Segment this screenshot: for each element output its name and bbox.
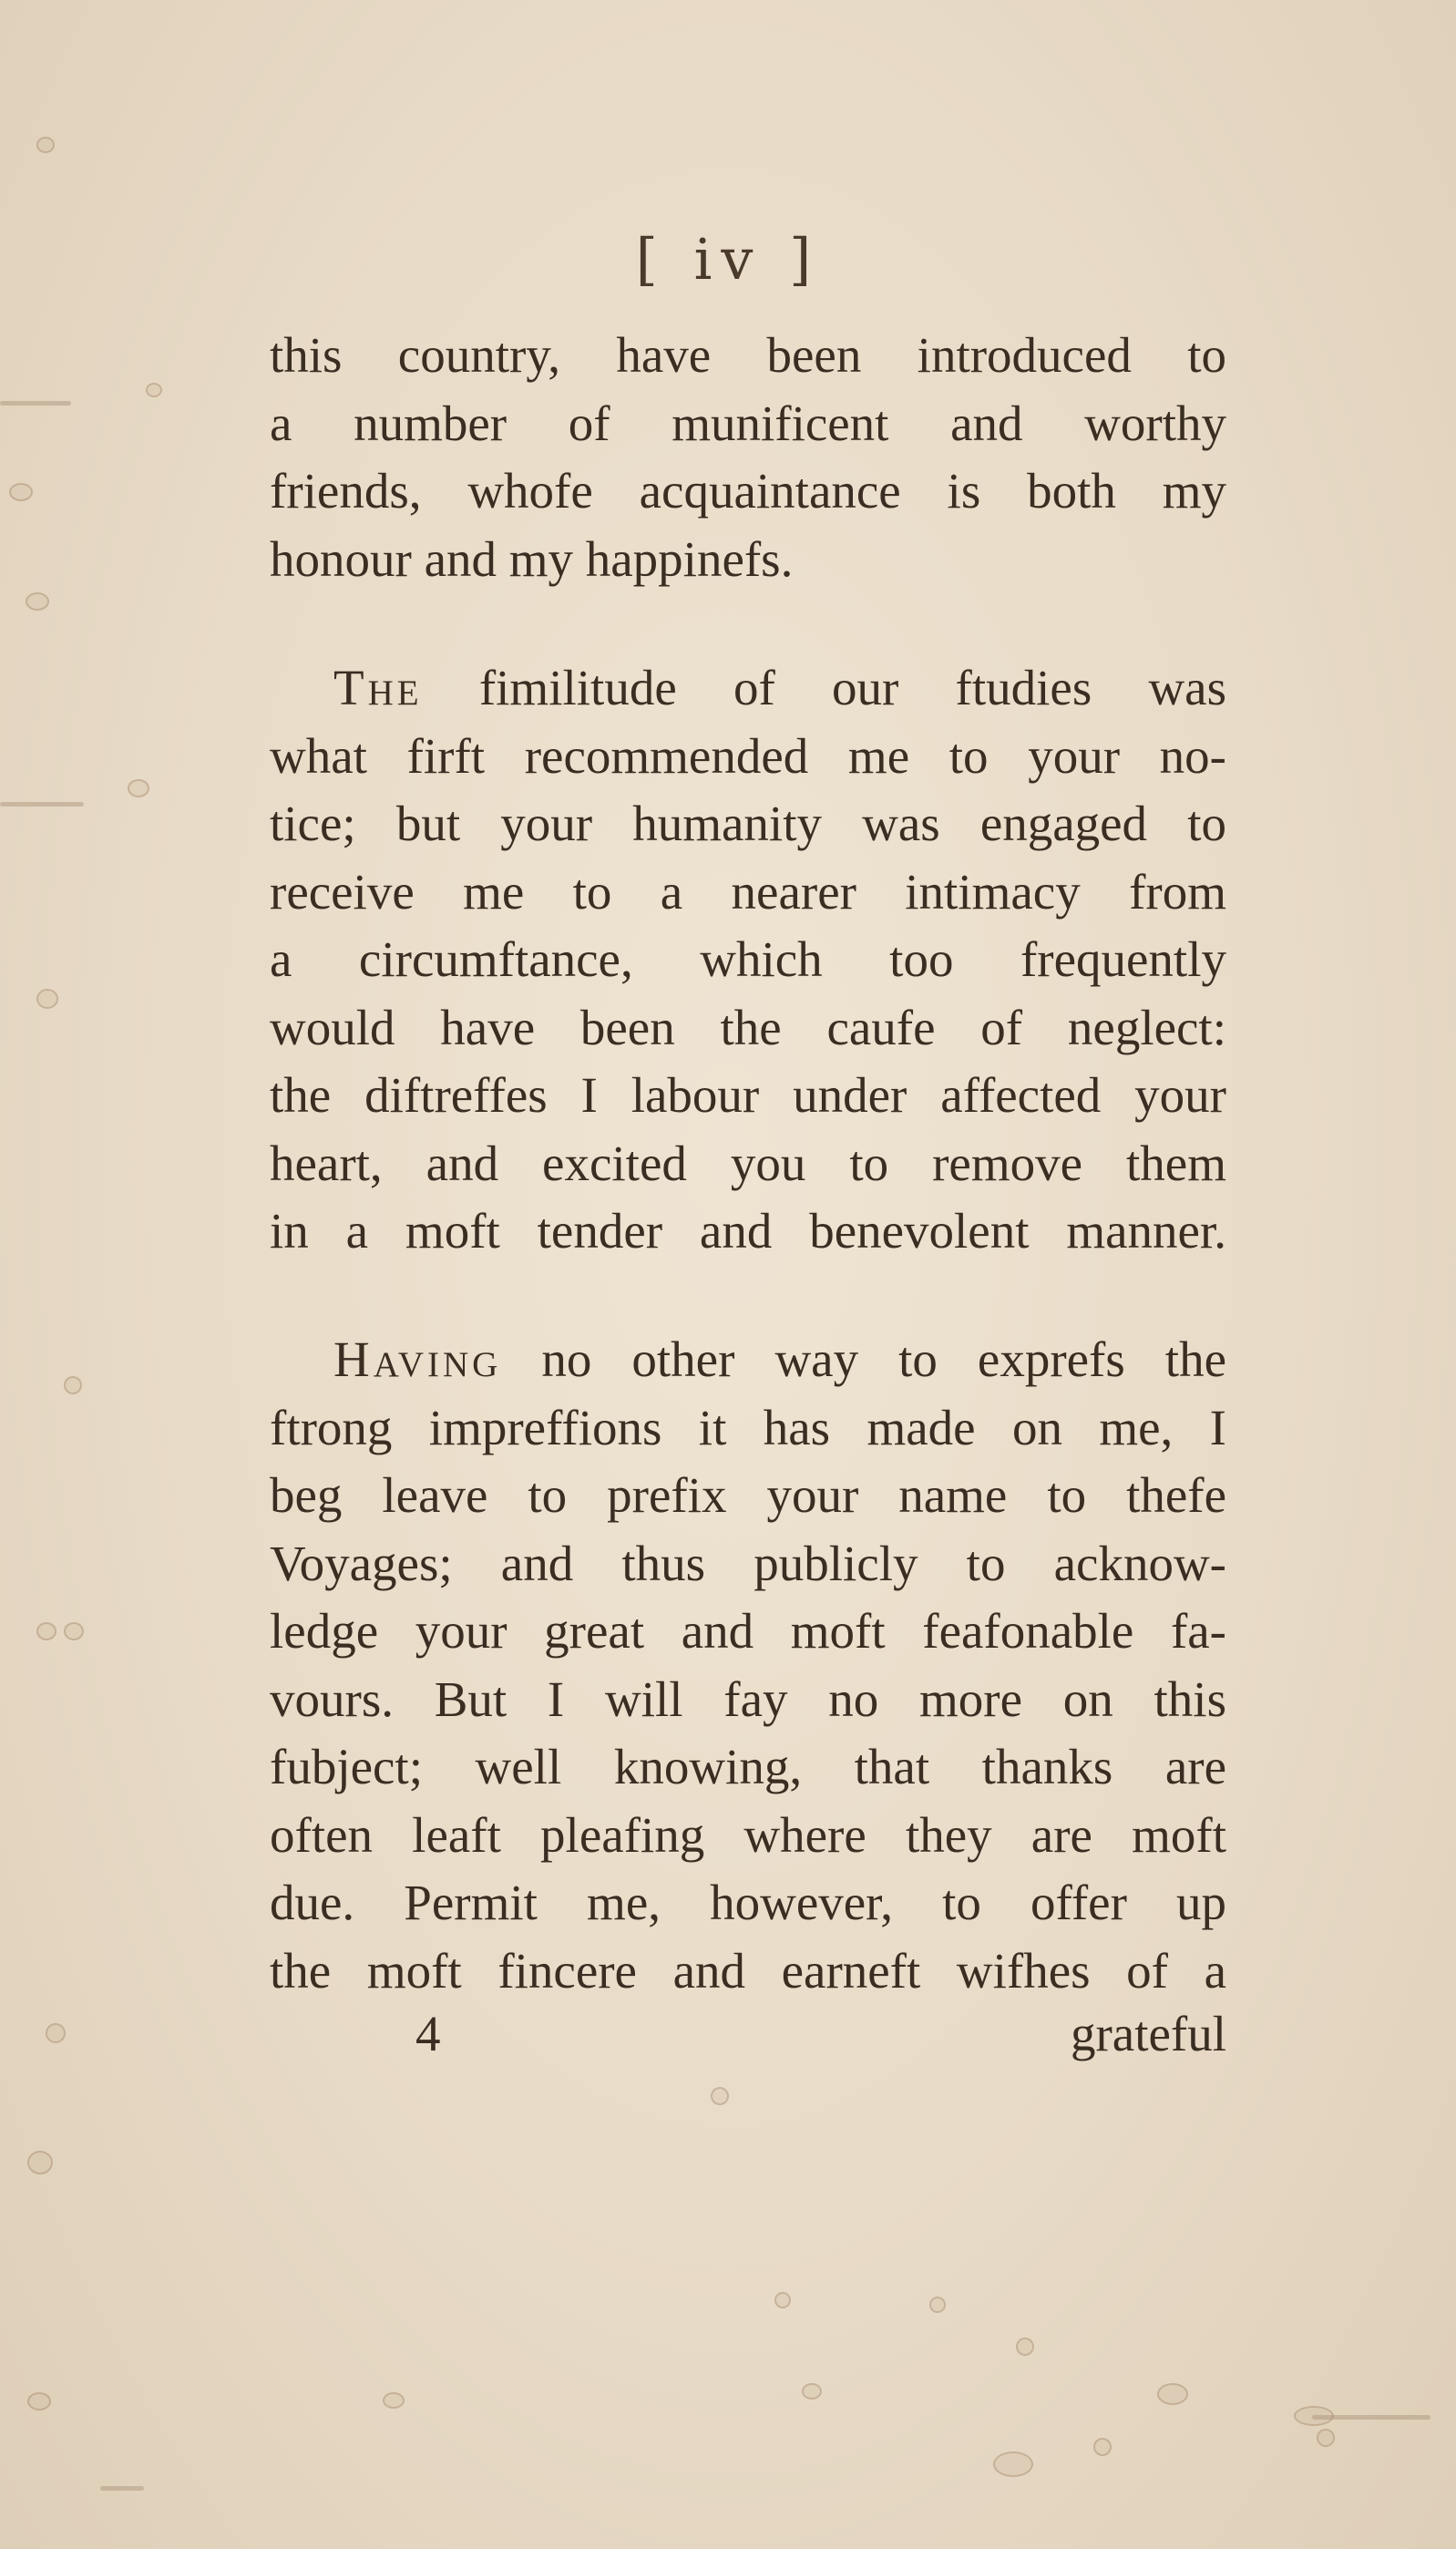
stain bbox=[993, 2451, 1033, 2477]
stain bbox=[929, 2297, 946, 2313]
stain bbox=[36, 989, 58, 1009]
text-line: due. Permit me, however, to offer up bbox=[270, 1875, 1226, 1930]
stain bbox=[774, 2292, 791, 2308]
stain bbox=[64, 1376, 82, 1394]
lead-word: Having bbox=[333, 1331, 502, 1387]
text-line: a circumftance, which too frequently bbox=[270, 931, 1226, 987]
stain-streak bbox=[0, 401, 71, 406]
text-line: honour and my happinefs. bbox=[270, 530, 794, 587]
stain bbox=[46, 2023, 66, 2043]
text-line: beg leave to prefix your name to thefe bbox=[270, 1467, 1226, 1523]
text-line: tice; but your humanity was engaged to bbox=[270, 796, 1226, 851]
stain bbox=[146, 383, 162, 397]
paragraph-3 bbox=[270, 1326, 1226, 2005]
signature-mark: 4 bbox=[415, 2006, 441, 2061]
stain bbox=[36, 1622, 56, 1640]
lead-word: The bbox=[333, 660, 423, 715]
stain bbox=[26, 592, 49, 611]
stain bbox=[27, 2392, 51, 2410]
text-run: no other way to exprefs the bbox=[541, 1331, 1226, 1387]
text-line: fubject; well knowing, that thanks are bbox=[270, 1739, 1226, 1794]
stain bbox=[36, 137, 55, 153]
stain bbox=[64, 1622, 84, 1640]
text-line: the moft fincere and earneft wifhes of a bbox=[270, 1942, 1226, 1999]
stain bbox=[27, 2151, 53, 2174]
paragraph-1 bbox=[270, 322, 1226, 593]
text-line: a number of munificent and worthy bbox=[270, 395, 1226, 451]
stain bbox=[711, 2087, 729, 2105]
stain bbox=[128, 779, 149, 797]
text-line: Voyages; and thus publicly to acknow- bbox=[270, 1535, 1226, 1591]
text-line: what firft recommended me to your no- bbox=[270, 727, 1226, 784]
text-line: ftrong impreffions it has made on me, I bbox=[270, 1399, 1226, 1455]
stain-streak bbox=[1312, 2415, 1430, 2420]
paragraph-2 bbox=[270, 654, 1226, 1266]
stain bbox=[1016, 2338, 1034, 2356]
text-line: heart, and excited you to remove them bbox=[270, 1135, 1226, 1191]
text-line bbox=[270, 1326, 1226, 1394]
text-line bbox=[270, 654, 1226, 723]
text-line: ledge your great and moft feafonable fa- bbox=[270, 1603, 1226, 1659]
stain-streak bbox=[100, 2486, 144, 2491]
text-line: friends, whofe acquaintance is both my bbox=[270, 463, 1226, 519]
catchword: grateful bbox=[1070, 2006, 1226, 2061]
text-line: the diftreffes I labour under affected your bbox=[270, 1067, 1226, 1123]
stain bbox=[1093, 2438, 1112, 2456]
stain bbox=[1317, 2429, 1335, 2447]
stain-streak bbox=[0, 802, 84, 807]
text-line: receive me to a nearer intimacy from bbox=[270, 863, 1226, 920]
text-line: vours. But I will fay no more on this bbox=[270, 1670, 1226, 1727]
text-line: would have been the caufe of neglect: bbox=[270, 999, 1226, 1055]
stain bbox=[802, 2383, 822, 2400]
stain bbox=[383, 2392, 405, 2409]
text-run: fimilitude of our ftudies was bbox=[478, 660, 1226, 715]
stain bbox=[1157, 2383, 1188, 2405]
text-line: often leaft pleafing where they are moft bbox=[270, 1806, 1226, 1863]
text-line: this country, have been introduced to bbox=[270, 327, 1226, 383]
text-line: in a moft tender and benevolent manner. bbox=[270, 1203, 1226, 1259]
page-header: [ iv ] bbox=[635, 226, 821, 293]
stain bbox=[9, 483, 33, 501]
